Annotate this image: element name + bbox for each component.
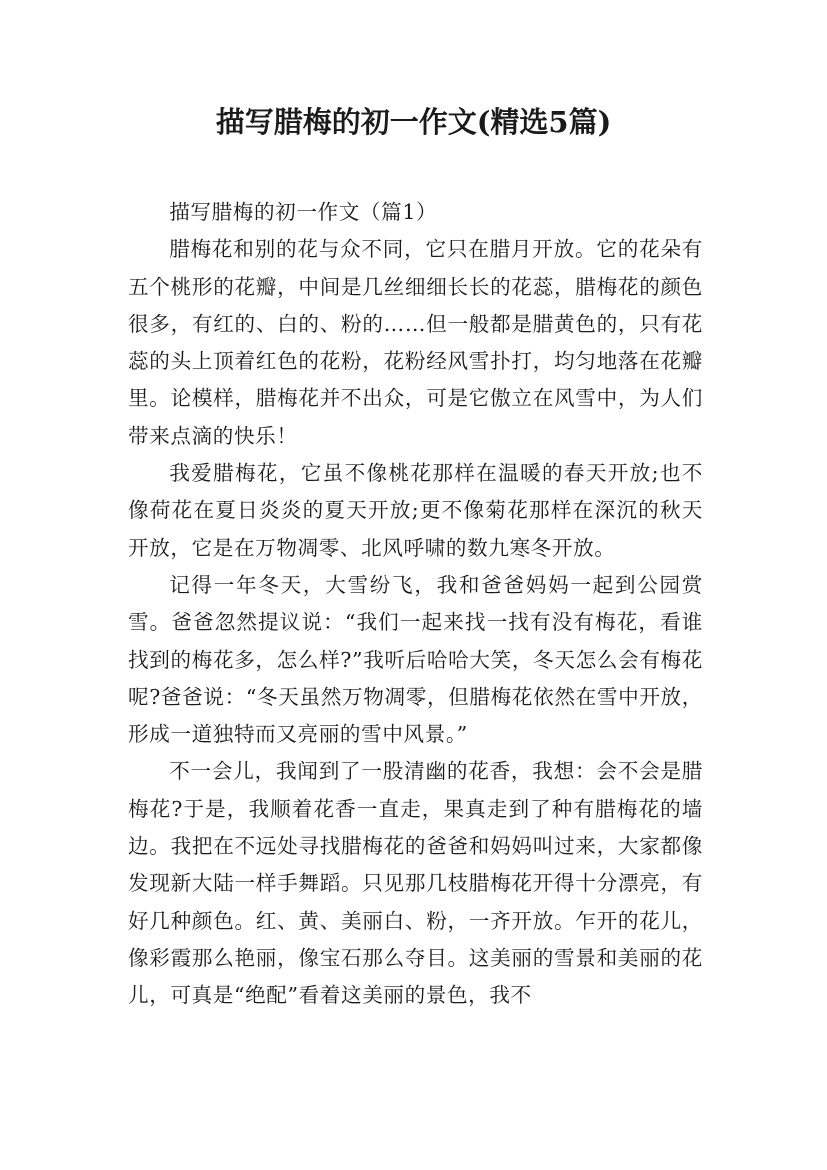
paragraph: 我爱腊梅花，它虽不像桃花那样在温暖的春天开放;也不像荷花在夏日炎炎的夏天开放;更不像菊花那样在深沉的秋天开放，它是在万物凋零、北风呼啸的数九寒冬开放。 — [128, 461, 703, 560]
paragraph: 腊梅花和别的花与众不同，它只在腊月开放。它的花朵有五个桃形的花瓣，中间是几丝细细长长的花蕊，腊梅花的颜色很多，有红的、白的、粉的……但一般都是腊黄色的，只有花蕊的头上顶着红色的花粉，花粉经风雪扑打，均匀地落在花瓣里。论模样，腊梅花并不出众，可是它傲立在风雪中，为人们带来点滴的快乐！ — [128, 237, 703, 448]
paragraph: 不一会儿，我闻到了一股清幽的花香，我想：会不会是腊梅花?于是，我顺着花香一直走，果真走到了种有腊梅花的墙边。我把在不远处寻找腊梅花的爸爸和妈妈叫过来，大家都像发现新大陆一样手舞蹈。只见那几枝腊梅花开得十分漂亮，有好几种颜色。红、黄、美丽白、粉，一齐开放。乍开的花儿，像彩霞那么艳丽，像宝石那么夺目。这美丽的雪景和美丽的花儿，可真是“绝配”看着这美丽的景色，我不 — [128, 759, 703, 1008]
document-title: 描写腊梅的初一作文(精选5篇) — [215, 105, 612, 139]
section-heading: 描写腊梅的初一作文（篇1） — [169, 200, 438, 224]
paragraph: 记得一年冬天，大雪纷飞，我和爸爸妈妈一起到公园赏雪。爸爸忽然提议说：“我们一起来找一找有没有梅花，看谁找到的梅花多，怎么样?”我听后哈哈大笑，冬天怎么会有梅花呢?爸爸说：“冬天虽然万物凋零，但腊梅花依然在雪中开放，形成一道独特而又亮丽的雪中风景。” — [128, 572, 703, 747]
document-body — [128, 194, 703, 1015]
